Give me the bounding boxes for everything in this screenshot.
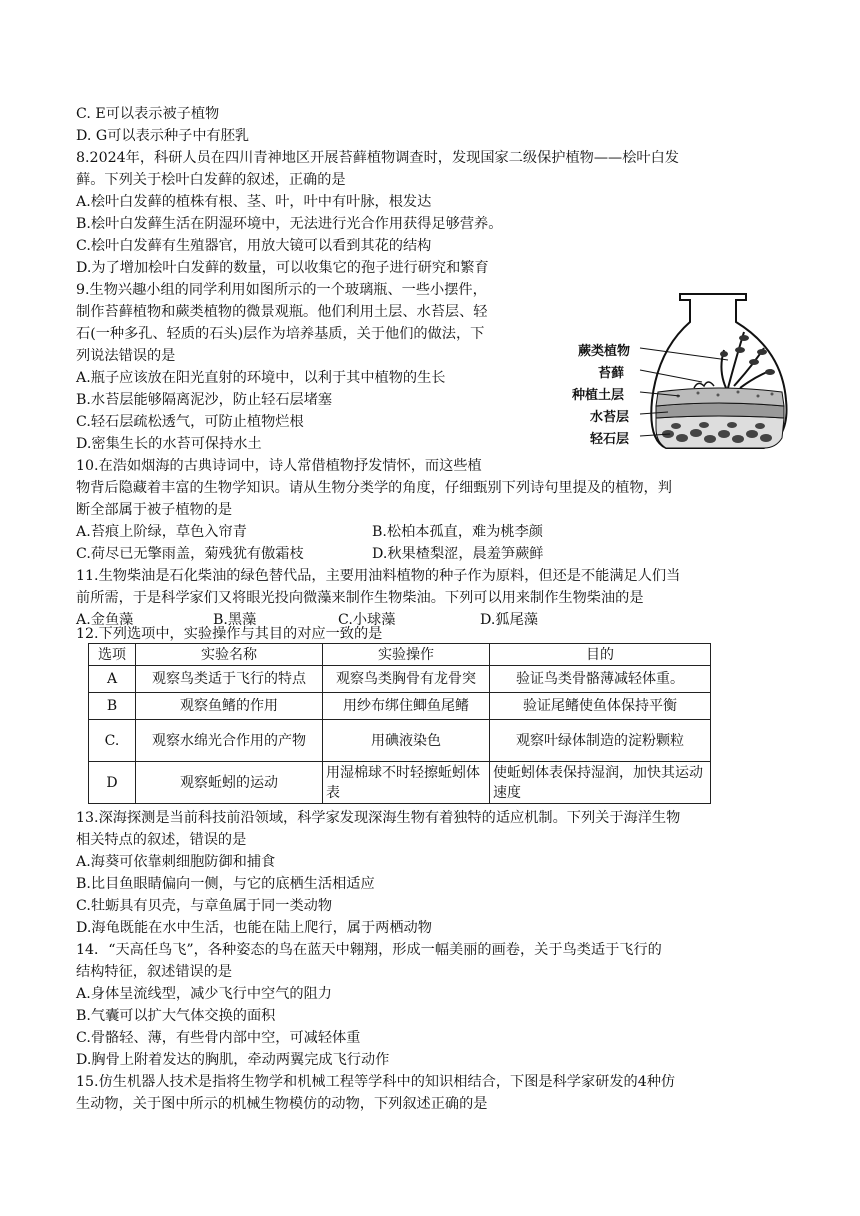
text-line: B.桧叶白发藓生活在阴湿环境中，无法进行光合作用获得足够营养。	[76, 216, 503, 232]
table-cell: B	[89, 693, 136, 720]
table-cell: 观察鱼鳍的作用	[136, 693, 323, 720]
text-line: 列说法错误的是	[76, 348, 176, 364]
figure-label: 苔藓	[598, 366, 625, 381]
text-line: A.桧叶白发藓的植株有根、茎、叶，叶中有叶脉，根发达	[76, 194, 432, 210]
option-text: C.荷尽已无擎雨盖，菊残犹有傲霜枝	[76, 546, 304, 562]
table-row	[89, 720, 711, 762]
table-row	[89, 693, 711, 720]
table-header-row	[89, 644, 711, 666]
text-line: 14．“天高任鸟飞”，各种姿态的鸟在蓝天中翱翔，形成一幅美丽的画卷，关于鸟类适于飞行的	[76, 942, 662, 958]
text-line: 11.生物柴油是石化柴油的绿色替代品，主要用油料植物的种子作为原料，但还是不能满足人们当	[76, 568, 681, 584]
table-cell: 用湿棉球不时轻擦蚯蚓体表	[323, 762, 490, 804]
table-header: 选项	[89, 644, 136, 666]
text-line: 相关特点的叙述，错误的是	[76, 832, 247, 848]
text-line: 15.仿生机器人技术是指将生物学和机械工程等学科中的知识相结合，下图是科学家研发的4种仿	[76, 1074, 676, 1090]
text-line: B.气囊可以扩大气体交换的面积	[76, 1008, 276, 1024]
text-line: 8.2024年，科研人员在四川青神地区开展苔藓植物调查时，发现国家二级保护植物——桧叶白发	[76, 150, 679, 166]
text-line: A.瓶子应该放在阳光直射的环境中，以利于其中植物的生长	[76, 370, 446, 386]
text-line: B.比目鱼眼睛偏向一侧，与它的底栖生活相适应	[76, 876, 375, 892]
table-cell: C.	[89, 720, 136, 762]
text-line: A.身体呈流线型，减少飞行中空气的阻力	[76, 986, 332, 1002]
option-text: A.苔痕上阶绿，草色入帘青	[76, 524, 247, 540]
text-line: 制作苔藓植物和蕨类植物的微景观瓶。他们利用土层、水苔层、轻	[76, 304, 488, 320]
table-header: 实验名称	[136, 644, 323, 666]
figure-label: 轻石层	[590, 432, 630, 447]
experiment-table	[88, 643, 711, 804]
table-cell: 用纱布绑住鲫鱼尾鳍	[323, 693, 490, 720]
table-cell: A	[89, 666, 136, 693]
figure-label: 种植土层	[572, 388, 625, 403]
text-line: A.海葵可依靠刺细胞防御和捕食	[76, 854, 276, 870]
text-line: 断全部属于被子植物的是	[76, 502, 233, 518]
option-row	[76, 543, 304, 565]
option-text: D.狐尾藻	[480, 612, 538, 628]
table-cell: D	[89, 762, 136, 804]
terrarium-figure	[568, 288, 800, 456]
table-header: 实验操作	[323, 644, 490, 666]
option-text: A.金鱼藻	[76, 612, 134, 628]
text-line: C.骨骼轻、薄，有些骨内部中空，可减轻体重	[76, 1030, 361, 1046]
option-row	[372, 543, 543, 565]
text-line: 物背后隐藏着丰富的生物学知识。请从生物分类学的角度，仔细甄别下列诗句里提及的植物，判	[76, 480, 672, 496]
table-cell: 观察水绵光合作用的产物	[136, 720, 323, 762]
table-header: 目的	[490, 644, 711, 666]
figure-label: 水苔层	[590, 410, 630, 425]
q12-stem: 12.下列选项中，实验操作与其目的对应一致的是	[76, 626, 383, 642]
text-line: D.胸骨上附着发达的胸肌，牵动两翼完成飞行动作	[76, 1052, 390, 1068]
table-cell: 观察蚯蚓的运动	[136, 762, 323, 804]
table-cell: 观察叶绿体制造的淀粉颗粒	[490, 720, 711, 762]
table-cell: 观察鸟类适于飞行的特点	[136, 666, 323, 693]
text-line: 9.生物兴趣小组的同学利用如图所示的一个玻璃瓶、一些小摆件，	[76, 282, 487, 298]
text-line: 13.深海探测是当前科技前沿领域，科学家发现深海生物有着独特的适应机制。下列关于海洋生物	[76, 810, 681, 826]
table-cell: 用碘液染色	[323, 720, 490, 762]
option-row	[372, 521, 543, 543]
figure-label: 蕨类植物	[578, 344, 631, 359]
text-line: 石(一种多孔、轻质的石头)层作为培养基质，关于他们的做法，下	[76, 326, 485, 342]
option-text: D.秋果楂梨涩，晨羞笋蕨鲜	[372, 546, 544, 562]
text-line: C.轻石层疏松透气，可防止植物烂根	[76, 414, 304, 430]
text-line: C.桧叶白发藓有生殖器官，用放大镜可以看到其花的结构	[76, 238, 432, 254]
table-cell: 验证鸟类骨骼薄减轻体重。	[490, 666, 711, 693]
table-row	[89, 762, 711, 804]
option-row	[76, 521, 247, 543]
table-row	[89, 666, 711, 693]
text-line: C.牡蛎具有贝壳，与章鱼属于同一类动物	[76, 898, 333, 914]
text-line: D. G可以表示种子中有胚乳	[76, 128, 250, 144]
text-line: C. E可以表示被子植物	[76, 106, 220, 122]
text-line: 生动物，关于图中所示的机械生物模仿的动物，下列叙述正确的是	[76, 1096, 488, 1112]
table-cell: 使蚯蚓体表保持湿润，加快其运动速度	[490, 762, 711, 804]
text-line: D.海龟既能在水中生活，也能在陆上爬行，属于两栖动物	[76, 920, 432, 936]
option-text: C.小球藻	[338, 612, 396, 628]
text-line: 10.在浩如烟海的古典诗词中，诗人常借植物抒发情怀，而这些植	[76, 458, 482, 474]
text-line: 结构特征，叙述错误的是	[76, 964, 233, 980]
text-line: 藓。下列关于桧叶白发藓的叙述，正确的是	[76, 172, 346, 188]
text-line: D.为了增加桧叶白发藓的数量，可以收集它的孢子进行研究和繁育	[76, 260, 489, 276]
text-line: 前所需，于是科学家们又将眼光投向微藻来制作生物柴油。下列可以用来制作生物柴油的是	[76, 590, 644, 606]
text-line: B.水苔层能够隔离泥沙，防止轻石层堵塞	[76, 392, 333, 408]
table-cell: 验证尾鳍使鱼体保持平衡	[490, 693, 711, 720]
option-text: B.黑藻	[213, 612, 257, 628]
text-line: D.密集生长的水苔可保持水土	[76, 436, 262, 452]
table-cell: 观察鸟类胸骨有龙骨突	[323, 666, 490, 693]
option-text: B.松柏本孤直，难为桃李颜	[372, 524, 543, 540]
